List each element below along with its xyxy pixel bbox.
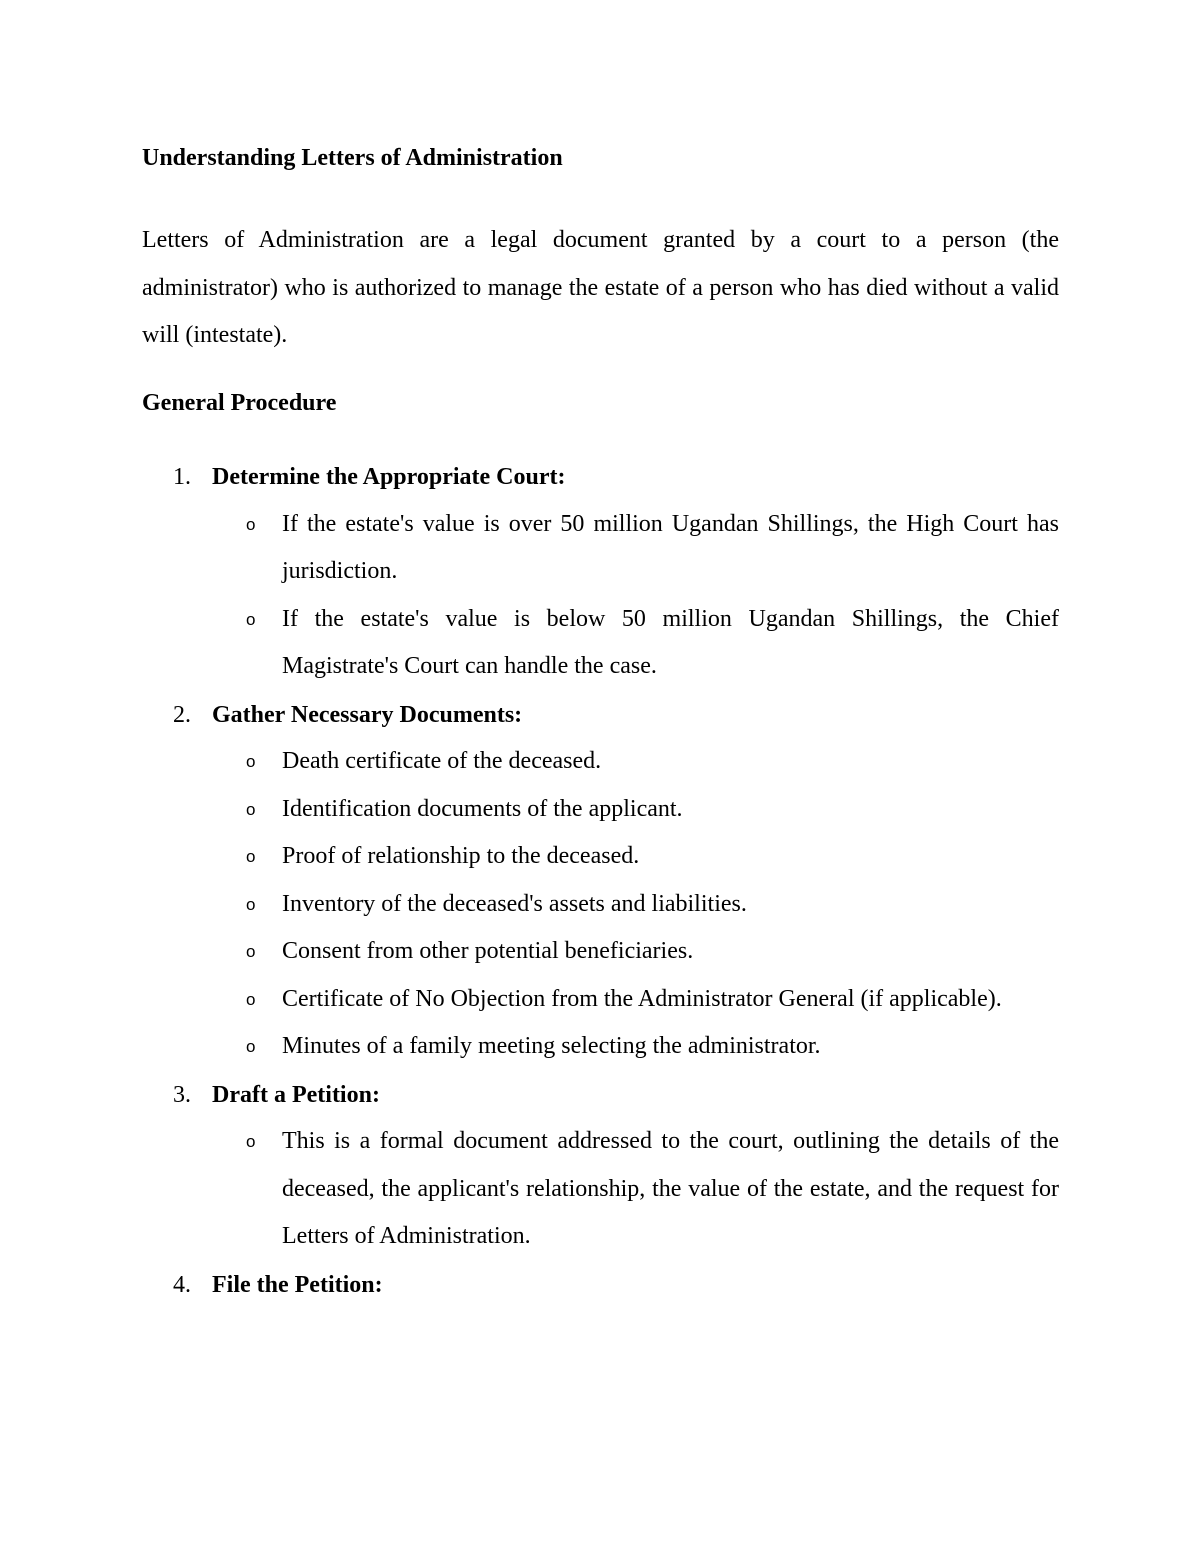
list-item-text: If the estate's value is below 50 million Ugandan Shillings, the Chief Magistrate's Court can handle the case. (282, 605, 1059, 680)
list-item (142, 976, 1059, 1024)
list-item-text: Inventory of the deceased's assets and liabilities. (282, 890, 747, 917)
list-item-text: Consent from other potential beneficiaries. (282, 938, 694, 965)
hollow-bullet-icon: o (246, 1132, 256, 1152)
intro-paragraph: Letters of Administration are a legal document granted by a court to a person (the administrator) who is authorized to manage the estate of a person who has died without a valid will (intestate). (142, 227, 1059, 348)
list-item (142, 928, 1059, 976)
step-item (142, 1270, 1059, 1318)
list-item (142, 738, 1059, 786)
step-sub-list (142, 501, 1059, 691)
step-item (142, 1080, 1059, 1261)
step-number: 4. (173, 1271, 191, 1298)
hollow-bullet-icon: o (246, 799, 256, 819)
section-title: General Procedure (142, 390, 337, 416)
step-title: Draft a Petition: (212, 1081, 380, 1108)
hollow-bullet-icon: o (246, 609, 256, 629)
list-item (142, 786, 1059, 834)
document-title: Understanding Letters of Administration (142, 145, 563, 171)
step-number: 1. (173, 464, 191, 490)
step-sub-list (142, 738, 1059, 1071)
step-item (142, 462, 1059, 691)
hollow-bullet-icon: o (246, 894, 256, 914)
procedure-steps (142, 462, 1059, 1317)
list-item (142, 881, 1059, 929)
list-item (142, 596, 1059, 691)
step-title: File the Petition: (212, 1271, 383, 1298)
hollow-bullet-icon: o (246, 752, 256, 772)
list-item (142, 1118, 1059, 1261)
list-item-text: Minutes of a family meeting selecting the administrator. (282, 1033, 821, 1060)
list-item-text: Death certificate of the deceased. (282, 748, 602, 775)
list-item-text: Proof of relationship to the deceased. (282, 843, 640, 870)
step-title: Determine the Appropriate Court: (212, 464, 566, 490)
hollow-bullet-icon: o (246, 514, 256, 534)
list-item-text: Certificate of No Objection from the Administrator General (if applicable). (282, 985, 1002, 1012)
hollow-bullet-icon: o (246, 942, 256, 962)
step-item (142, 700, 1059, 1071)
list-item (142, 501, 1059, 596)
hollow-bullet-icon: o (246, 989, 256, 1009)
list-item-text: This is a formal document addressed to the court, outlining the details of the deceased, the applicant's relationship, the value of the estate, and the request for Letters of Administration. (282, 1128, 1059, 1250)
hollow-bullet-icon: o (246, 1037, 256, 1057)
step-sub-list (142, 1118, 1059, 1261)
step-number: 2. (173, 701, 191, 728)
list-item (142, 1023, 1059, 1071)
list-item (142, 833, 1059, 881)
list-item-text: Identification documents of the applicant. (282, 795, 683, 822)
step-heading (142, 1270, 1059, 1318)
step-title: Gather Necessary Documents: (212, 701, 523, 728)
step-number: 3. (173, 1081, 191, 1108)
list-item-text: If the estate's value is over 50 million Ugandan Shillings, the High Court has jurisdiction. (282, 510, 1059, 585)
hollow-bullet-icon: o (246, 847, 256, 867)
